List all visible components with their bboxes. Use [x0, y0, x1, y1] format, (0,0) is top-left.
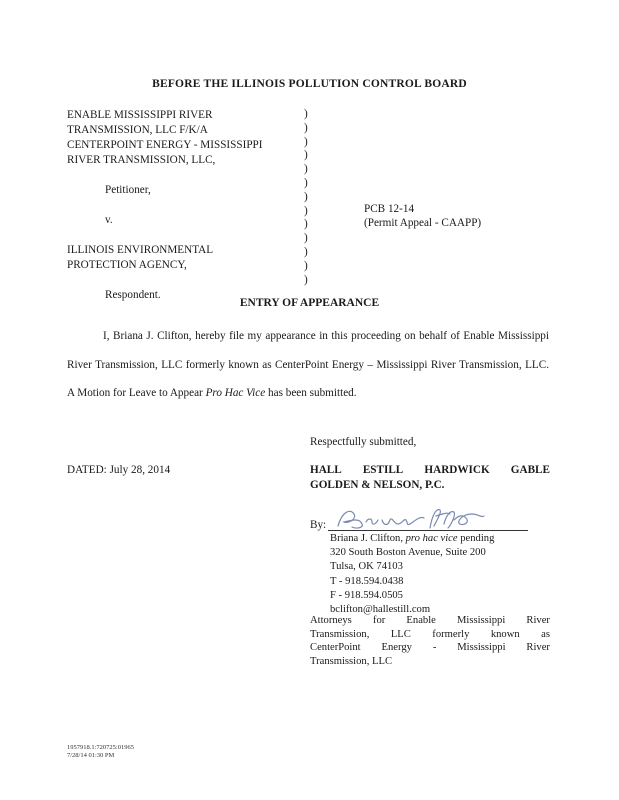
petitioner-line-1: ENABLE MISSISSIPPI RIVER [67, 109, 213, 121]
petitioner-line-4: RIVER TRANSMISSION, LLC, [67, 154, 216, 166]
attorney-status-after: pending [457, 533, 495, 544]
body-text: I, Briana J. Clifton, hereby file my appearance in this proceeding on behalf of Enable Mississippi River Transmission, LLC formerly known as CenterPoint Energy – Mississippi River Transmission, LLC. A Motion for Leave to Appear [67, 330, 549, 399]
address-line-2: Tulsa, OK 74103 [330, 561, 403, 573]
signature-line [328, 530, 528, 531]
paren: ) [304, 245, 308, 258]
paren: ) [304, 218, 308, 231]
by-label: By: [310, 519, 327, 531]
board-heading: BEFORE THE ILLINOIS POLLUTION CONTROL BOARD [152, 78, 467, 90]
word: as [541, 628, 550, 640]
firm-word: HALL [310, 464, 342, 476]
body-paragraph [67, 322, 549, 408]
respondent-line-1: ILLINOIS ENVIRONMENTAL [67, 244, 214, 256]
paren: ) [304, 232, 308, 245]
respondent-line-2: PROTECTION AGENCY, [67, 259, 187, 271]
firm-name [310, 463, 550, 493]
attorney-status: pro hac vice [405, 533, 458, 544]
paren: ) [304, 259, 308, 272]
word: Attorneys [310, 615, 352, 626]
body-text-end: has been submitted. [265, 387, 357, 399]
word: formerly [432, 628, 470, 640]
firm-word: ESTILL [362, 464, 404, 476]
petitioner-line-2: TRANSMISSION, LLC F/K/A [67, 124, 208, 136]
case-number-block [364, 202, 481, 230]
paren: ) [304, 121, 308, 134]
doc-timestamp: 7/28/14 01:30 PM [67, 752, 115, 759]
body-italic: Pro Hac Vice [205, 387, 266, 399]
phone: T - 918.594.0438 [330, 575, 404, 587]
footer-doc-code [67, 744, 134, 760]
word: River [526, 615, 550, 626]
petitioner-role: Petitioner, [105, 184, 151, 196]
case-type: (Permit Appeal - CAAPP) [364, 217, 482, 229]
word: Mississippi [457, 642, 506, 654]
attorneys-for-last: Transmission, LLC [310, 655, 393, 667]
paren: ) [304, 273, 308, 286]
word: - [432, 642, 437, 654]
caption-parentheses [304, 108, 308, 287]
doc-code: 1957918.1:720725:01965 [67, 744, 134, 751]
firm-line-2: GOLDEN & NELSON, P.C. [310, 479, 445, 491]
closing: Respectfully submitted, [310, 436, 417, 448]
attorneys-for [310, 614, 550, 668]
word: Enable [406, 615, 436, 626]
paren: ) [304, 176, 308, 189]
attorney-contact [330, 532, 494, 617]
case-caption [67, 108, 263, 303]
word: for [372, 615, 386, 626]
respondent-role: Respondent. [105, 289, 161, 301]
versus-label: v. [105, 214, 113, 226]
firm-word: GABLE [510, 464, 550, 476]
word: LLC [390, 628, 411, 640]
attorney-name: Briana J. Clifton, [330, 533, 406, 544]
word: Mississippi [456, 615, 506, 626]
petitioner-line-3: CENTERPOINT ENERGY - MISSISSIPPI [67, 139, 263, 151]
case-number: PCB 12-14 [364, 203, 415, 215]
paren: ) [304, 149, 308, 162]
word: Transmission, [310, 628, 370, 640]
word: Energy [381, 642, 412, 654]
entry-title: ENTRY OF APPEARANCE [239, 297, 380, 309]
paren: ) [304, 108, 308, 120]
paren: ) [304, 163, 308, 176]
address-line-1: 320 South Boston Avenue, Suite 200 [330, 547, 486, 559]
paren: ) [304, 135, 308, 148]
firm-word: HARDWICK [424, 464, 490, 476]
word: CenterPoint [310, 642, 361, 654]
word: known [490, 628, 520, 640]
paren: ) [304, 190, 308, 203]
paren: ) [304, 204, 308, 217]
email: bclifton@hallestill.com [330, 604, 431, 616]
word: River [526, 642, 550, 654]
fax: F - 918.594.0505 [330, 589, 403, 601]
dated-line: DATED: July 28, 2014 [67, 464, 171, 476]
